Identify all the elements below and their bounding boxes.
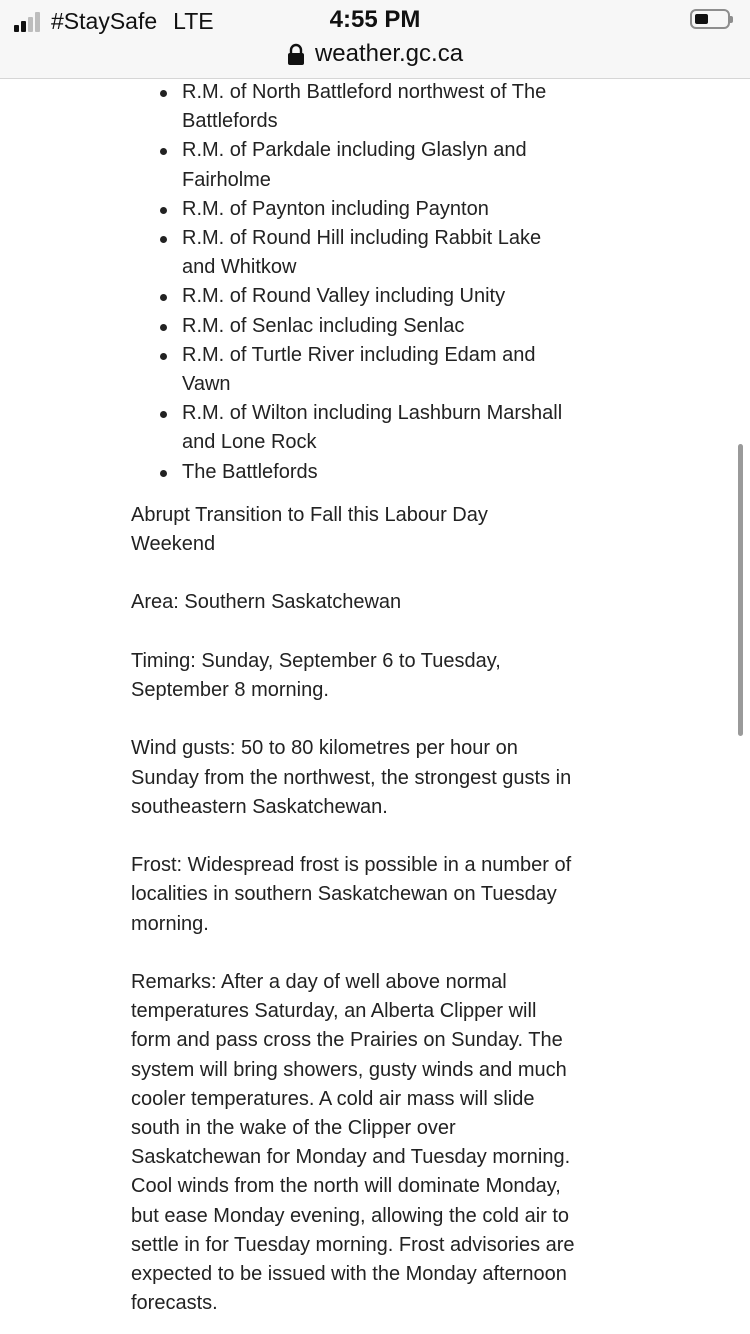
list-item: R.M. of Senlac including Senlac — [131, 312, 576, 341]
carrier-name: #StaySafe — [51, 8, 158, 34]
lock-icon — [287, 43, 305, 65]
timing-paragraph: Timing: Sunday, September 6 to Tuesday, September 8 morning. — [131, 649, 501, 702]
network-type: LTE — [173, 8, 214, 34]
wind-paragraph: Wind gusts: 50 to 80 kilometres per hour on Sunday from the northwest, the strongest gusts in southeastern Saskatchewan. — [131, 737, 572, 818]
page-scrollbar[interactable] — [738, 444, 743, 736]
address-bar[interactable] — [0, 40, 750, 68]
area-paragraph: Area: Southern Saskatchewan — [131, 591, 402, 614]
list-item: R.M. of Paynton including Paynton — [131, 195, 576, 224]
url-text[interactable]: weather.gc.ca — [314, 40, 464, 67]
list-item: R.M. of North Battleford northwest of The Battlefords — [131, 78, 576, 136]
list-item: R.M. of Round Hill including Rabbit Lake and Whitkow — [131, 224, 576, 282]
battery-fill — [695, 14, 708, 24]
status-bar — [0, 0, 750, 79]
areas-list — [131, 78, 576, 487]
article-headline: Abrupt Transition to Fall this Labour Day Weekend — [131, 503, 488, 556]
list-item: The Battlefords — [131, 458, 576, 487]
battery-icon — [690, 9, 730, 29]
list-item: R.M. of Round Valley including Unity — [131, 282, 576, 311]
status-time: 4:55 PM — [329, 6, 421, 33]
battery-nub — [730, 16, 733, 23]
list-item: R.M. of Wilton including Lashburn Marshall and Lone Rock — [131, 399, 576, 457]
article-body — [131, 78, 576, 1318]
frost-paragraph: Frost: Widespread frost is possible in a number of localities in southern Saskatchewan on Tuesday morning. — [131, 854, 572, 935]
list-item: R.M. of Parkdale including Glaslyn and Fairholme — [131, 136, 576, 194]
remarks-paragraph: Remarks: After a day of well above normal temperatures Saturday, an Alberta Clipper will form and pass cross the Prairies on Sunday. The system will bring showers, gusty winds and much cooler temperatures. A cold air mass will slide south in the wake of the Clipper over Saskatchewan for Monday and Tuesday morning. Cool winds from the north will dominate Monday, but ease Monday evening, allowing the cold air to settle in for Tuesday morning. Frost advisories are expected to be issued with the Monday afternoon forecasts. — [131, 971, 575, 1315]
list-item: R.M. of Turtle River including Edam and Vawn — [131, 341, 576, 399]
